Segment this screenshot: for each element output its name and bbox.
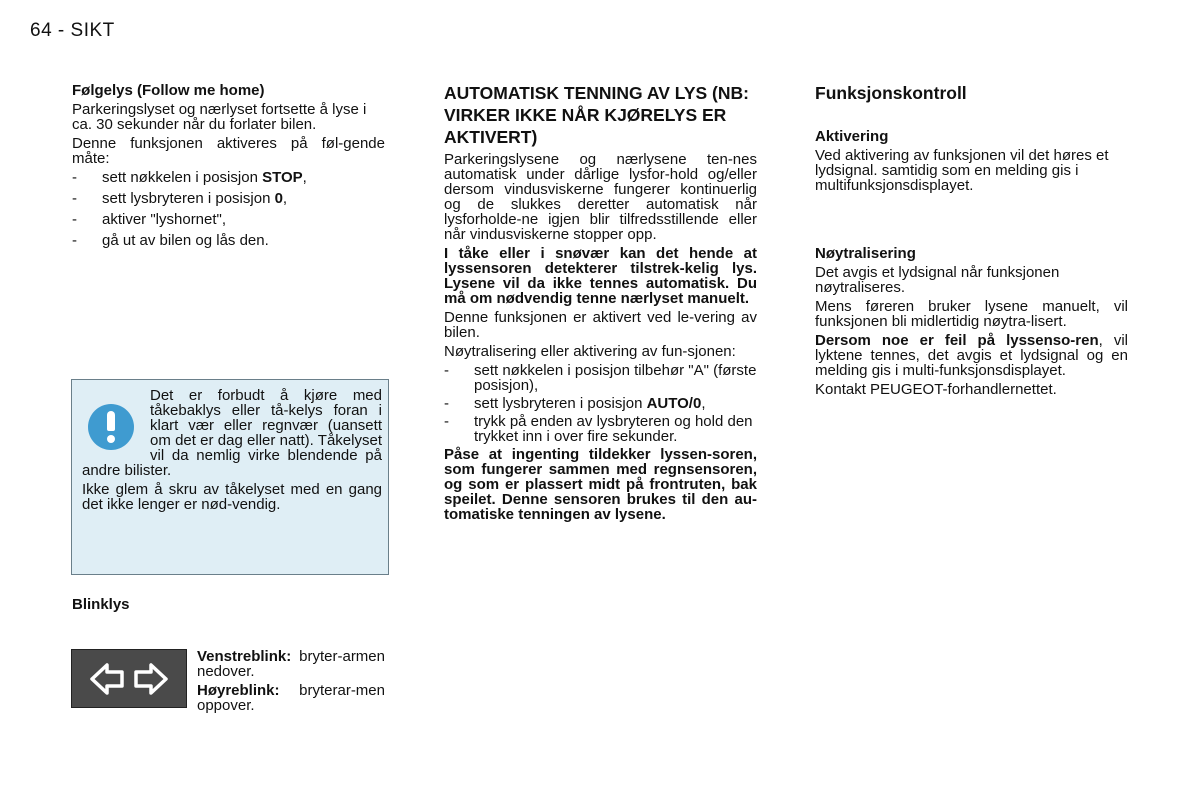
turn-signal-arrows-svg bbox=[72, 650, 186, 707]
list-item: - trykk på enden av lysbryteren og hold den trykket inn i over fire sekunder. bbox=[444, 414, 757, 444]
list-item: - sett nøkkelen i posisjon tilbehør "A" (første posisjon), bbox=[444, 363, 757, 393]
warning-paragraph-1: Det er forbudt å kjøre med tåkebaklys eller tå-kelys foran i klart vær eller regnvær (uansett om det er dag eller natt). Tåkelyset vil da nemlig virke blendende på andre bilister. bbox=[82, 387, 382, 479]
warning-paragraph-2: Ikke glem å skru av tåkelyset med en gang det ikke lenger er nød-vendig. bbox=[82, 481, 382, 513]
auto-lighting-heading: AUTOMATISK TENNING AV LYS (NB: VIRKER IKKE NÅR KJØRELYS ER AKTIVERT) bbox=[444, 83, 749, 147]
auto-steps-list bbox=[444, 363, 757, 444]
sensor-notice: Påse at ingenting tildekker lyssen-soren, som fungerer sammen med regnsensoren, og som er plassert midt på frontruten, bak speilet. Denne sensoren brukes til den au-tomatiske tenningen av lysene. bbox=[444, 446, 757, 523]
page-header: 64 - SIKT bbox=[30, 20, 115, 41]
blinker-description bbox=[197, 649, 385, 717]
follow-paragraph-2: Denne funksjonen aktiveres på føl-gende måte: bbox=[72, 135, 385, 167]
column-middle bbox=[444, 82, 757, 526]
follow-me-home-heading: Følgelys (Follow me home) bbox=[72, 82, 265, 99]
list-item: - gå ut av bilen og lås den. bbox=[72, 233, 385, 248]
neutralization-paragraph-1: Det avgis et lydsignal når funksjonen nøytraliseres. bbox=[815, 264, 1060, 296]
auto-paragraph-3: Denne funksjonen er aktivert ved le-vering av bilen. bbox=[444, 309, 757, 341]
list-item: - sett nøkkelen i posisjon STOP, bbox=[72, 170, 385, 185]
auto-paragraph-1: Parkeringslysene og nærlysene ten-nes automatisk under dårlige lysfor-hold og/eller dersom vindusviskerne fungerer kontinuerlig og de slukkes deretter automatisk når lysforholde-ne igjen blir tilfredsstillende eller når vindusviskerne stopper opp. bbox=[444, 151, 757, 243]
fog-light-warning-box bbox=[71, 379, 389, 575]
list-item: - aktiver "lyshornet", bbox=[72, 212, 385, 227]
neutralization-heading: Nøytralisering bbox=[815, 245, 916, 262]
turn-signal-arrows-icon bbox=[71, 649, 187, 708]
right-blinker-text: Høyreblink: bryterar-men oppover. bbox=[197, 682, 385, 714]
left-blinker-text: Venstreblink: bryter-armen nedover. bbox=[197, 648, 385, 680]
activation-heading: Aktivering bbox=[815, 128, 889, 145]
column-right bbox=[815, 82, 1128, 401]
follow-steps-list bbox=[72, 170, 385, 248]
follow-paragraph-1: Parkeringslyset og nærlyset fortsette å lyse i ca. 30 sekunder når du forlater bilen. bbox=[72, 101, 367, 133]
auto-paragraph-4: Nøytralisering eller aktivering av fun-sjonen: bbox=[444, 343, 736, 360]
neutralization-paragraph-2: Mens føreren bruker lysene manuelt, vil funksjonen bli midlertidig nøytra-lisert. bbox=[815, 298, 1128, 330]
activation-paragraph: Ved aktivering av funksjonen vil det høres et lydsignal. samtidig som en melding gis i multifunksjonsdisplayet. bbox=[815, 147, 1109, 194]
dealer-contact: Kontakt PEUGEOT-forhandlernettet. bbox=[815, 381, 1057, 398]
list-item: - sett lysbryteren i posisjon AUTO/0, bbox=[444, 396, 757, 411]
sensor-fault-paragraph: Dersom noe er feil på lyssenso-ren, vil lyktene tennes, det avgis et lydsignal og en melding gis i multi-funksjonsdisplayet. bbox=[815, 332, 1128, 379]
blinker-heading: Blinklys bbox=[72, 596, 130, 613]
function-check-heading: Funksjonskontroll bbox=[815, 83, 967, 103]
exclamation-warning-icon bbox=[88, 404, 134, 450]
list-item: - sett lysbryteren i posisjon 0, bbox=[72, 191, 385, 206]
fog-snow-notice: I tåke eller i snøvær kan det hende at lyssensoren detekterer tilstrek-kelig lys. Lysene vil da ikke tennes automatisk. Du må om nødvendig tenne nærlyset manuelt. bbox=[444, 245, 757, 307]
column-left bbox=[72, 82, 385, 254]
